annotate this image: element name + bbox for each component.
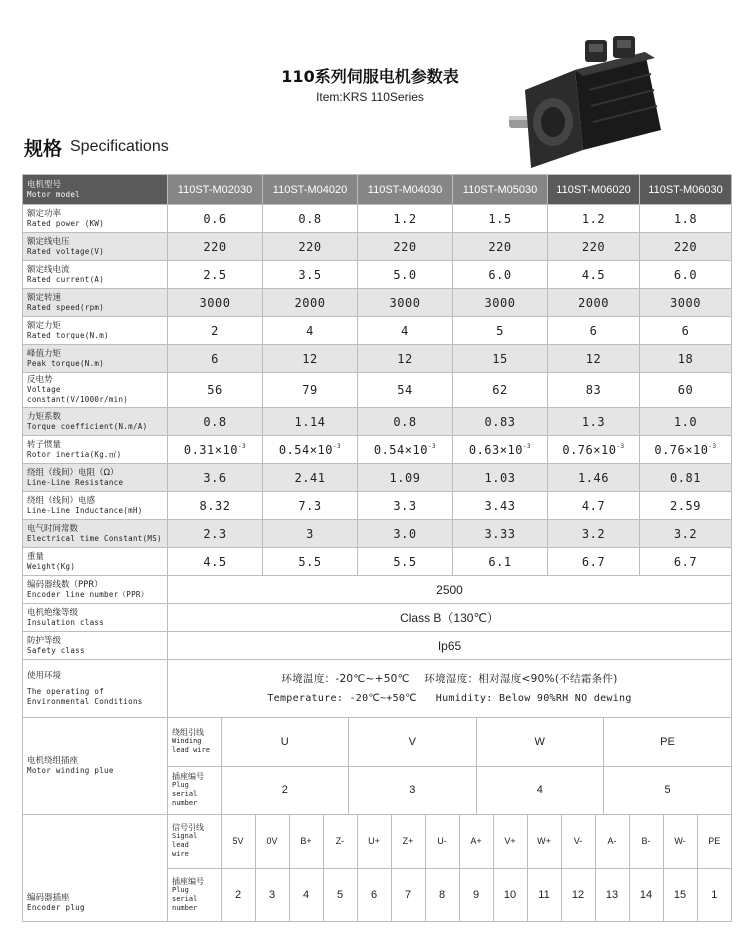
- value-cell: $0.63\times 10^{-3}$: [453, 436, 548, 464]
- value-cell: 1.0: [640, 408, 732, 436]
- spec-row: [23, 289, 732, 317]
- value-cell: 79: [263, 373, 358, 408]
- encoder-signal: U+: [357, 815, 391, 868]
- encoder-plug-no: 12: [561, 868, 595, 921]
- winding-plug-no: 2: [221, 766, 349, 814]
- header-label: 电机型号 Motor model: [23, 175, 168, 205]
- row-label: 绕组（线间）电阻（Ω） Line-Line Resistance: [23, 464, 168, 492]
- encoder-plug-no: 4: [289, 868, 323, 921]
- row-label: 反电势 Voltage constant(V/1000r/min): [23, 373, 168, 408]
- encoder-signal: A-: [595, 815, 629, 868]
- environment-line-en: Temperature: -20℃~+50℃ Humidity: Below 90%RH NO dewing: [267, 692, 632, 704]
- sub-label: 信号引线 Signal lead wire: [168, 815, 221, 868]
- value-cell: 5: [453, 317, 548, 345]
- model-cell: 110ST-M04030: [358, 175, 453, 205]
- insulation-value: Class B（130℃）: [168, 604, 732, 632]
- value-cell: 1.3: [548, 408, 640, 436]
- value-cell: 6: [548, 317, 640, 345]
- value-cell: 4.5: [548, 261, 640, 289]
- encoder-plug-no: 6: [357, 868, 391, 921]
- spec-row: [23, 233, 732, 261]
- value-cell: $0.54\times 10^{-3}$: [358, 436, 453, 464]
- value-cell: 4: [358, 317, 453, 345]
- model-cell: 110ST-M06020: [548, 175, 640, 205]
- value-cell: 1.5: [453, 205, 548, 233]
- value-cell: 0.8: [358, 408, 453, 436]
- value-cell: 62: [453, 373, 548, 408]
- value-cell: 5.5: [263, 548, 358, 576]
- spec-row: [23, 345, 732, 373]
- value-cell: 8.32: [168, 492, 263, 520]
- value-cell: $0.76\times 10^{-3}$: [548, 436, 640, 464]
- row-label: 额定线电压 Rated voltage(V): [23, 233, 168, 261]
- spec-row: [23, 548, 732, 576]
- spec-row: [23, 520, 732, 548]
- row-label: 额定转速 Rated speed(rpm): [23, 289, 168, 317]
- value-cell: 2: [168, 317, 263, 345]
- winding-lead: W: [476, 718, 604, 766]
- value-cell: 6.0: [640, 261, 732, 289]
- encoder-signal: W-: [663, 815, 697, 868]
- value-cell: 3.43: [453, 492, 548, 520]
- value-cell: 18: [640, 345, 732, 373]
- encoder-ppr-row: [23, 576, 732, 604]
- encoder-signal: Z-: [323, 815, 357, 868]
- sub-label: 插座编号 Plug serial number: [168, 868, 221, 921]
- encoder-signal: V-: [561, 815, 595, 868]
- value-cell: 54: [358, 373, 453, 408]
- encoder-subtable: [168, 815, 731, 921]
- value-cell: 220: [358, 233, 453, 261]
- value-cell: 60: [640, 373, 732, 408]
- encoder-signal: V+: [493, 815, 527, 868]
- row-label: 电机绕组插座 Motor winding plue: [23, 718, 168, 815]
- environment-value: [168, 660, 732, 718]
- value-cell: 3000: [453, 289, 548, 317]
- safety-value: Ip65: [168, 632, 732, 660]
- row-label: 额定线电流 Rated current(A): [23, 261, 168, 289]
- value-cell: 1.2: [358, 205, 453, 233]
- value-cell: 6.1: [453, 548, 548, 576]
- winding-subtable: [168, 718, 731, 814]
- value-cell: 2000: [263, 289, 358, 317]
- value-cell: 220: [168, 233, 263, 261]
- encoder-plug-no: 2: [221, 868, 255, 921]
- value-cell: 2.5: [168, 261, 263, 289]
- value-cell: 220: [453, 233, 548, 261]
- value-cell: 4.7: [548, 492, 640, 520]
- spec-row: [23, 408, 732, 436]
- model-cell: 110ST-M05030: [453, 175, 548, 205]
- value-cell: 3.2: [640, 520, 732, 548]
- value-cell: 6.7: [548, 548, 640, 576]
- page-title: 110系列伺服电机参数表: [281, 67, 459, 86]
- value-cell: 6.0: [453, 261, 548, 289]
- value-cell: 5.0: [358, 261, 453, 289]
- row-label: 防护等级 Safety class: [23, 632, 168, 660]
- winding-subtable-cell: [168, 718, 732, 815]
- row-label: 绕组（线间）电感 Line-Line Inductance(mH): [23, 492, 168, 520]
- row-label: 额定力矩 Rated torque(N.m): [23, 317, 168, 345]
- value-cell: 3.0: [358, 520, 453, 548]
- encoder-plug-no: 8: [425, 868, 459, 921]
- value-cell: 56: [168, 373, 263, 408]
- encoder-plug-no: 1: [711, 888, 718, 901]
- value-cell: $0.54\times 10^{-3}$: [263, 436, 358, 464]
- spec-row: [23, 436, 732, 464]
- value-cell: 15: [453, 345, 548, 373]
- row-label: 力矩系数 Torque coefficient(N.m/A): [23, 408, 168, 436]
- value-cell: 3.6: [168, 464, 263, 492]
- environment-row: [23, 660, 732, 718]
- encoder-signal: Z+: [391, 815, 425, 868]
- value-cell: 0.6: [168, 205, 263, 233]
- value-cell: 0.83: [453, 408, 548, 436]
- winding-plug-no: 4: [476, 766, 604, 814]
- value-cell: 3000: [358, 289, 453, 317]
- winding-lead: U: [221, 718, 349, 766]
- spec-row: [23, 317, 732, 345]
- value-cell: 6: [168, 345, 263, 373]
- encoder-signal: B+: [289, 815, 323, 868]
- value-cell: 7.3: [263, 492, 358, 520]
- row-label: 峰值力矩 Peak torque(N.m): [23, 345, 168, 373]
- encoder-plug-no: 11: [527, 868, 561, 921]
- encoder-signal: 5V: [221, 815, 255, 868]
- servo-motor-image: [505, 30, 665, 170]
- value-cell: 12: [263, 345, 358, 373]
- value-cell: 0.81: [640, 464, 732, 492]
- spec-row: [23, 373, 732, 408]
- value-cell: 2.3: [168, 520, 263, 548]
- value-cell: 3.3: [358, 492, 453, 520]
- encoder-plug-no: 13: [595, 868, 629, 921]
- row-label: 转子惯量 Rotor inertia(Kg.㎡): [23, 436, 168, 464]
- encoder-plug-no: 7: [391, 868, 425, 921]
- insulation-row: [23, 604, 732, 632]
- value-cell: 6: [640, 317, 732, 345]
- value-cell: 220: [548, 233, 640, 261]
- value-cell: $0.31\times 10^{-3}$: [168, 436, 263, 464]
- value-cell: 220: [263, 233, 358, 261]
- row-label: 电机绝缘等级 Insulation class: [23, 604, 168, 632]
- encoder-subtable-cell: [168, 815, 732, 922]
- value-cell: 2000: [548, 289, 640, 317]
- encoder-plug-row: [23, 815, 732, 922]
- encoder-signal: A+: [459, 815, 493, 868]
- value-cell: 3000: [168, 289, 263, 317]
- encoder-signal: W+: [527, 815, 561, 868]
- value-cell: 3.33: [453, 520, 548, 548]
- header-row: [23, 175, 732, 205]
- value-cell: 12: [548, 345, 640, 373]
- encoder-plug-no: 14: [629, 868, 663, 921]
- value-cell: 3.2: [548, 520, 640, 548]
- winding-plug-no: 3: [349, 766, 477, 814]
- value-cell: $0.76\times 10^{-3}$: [640, 436, 732, 464]
- value-cell: 2.41: [263, 464, 358, 492]
- winding-plug-no: 5: [664, 784, 671, 797]
- row-label: 重量 Weight(Kg): [23, 548, 168, 576]
- value-cell: 0.8: [263, 205, 358, 233]
- value-cell: 1.46: [548, 464, 640, 492]
- spec-row: [23, 492, 732, 520]
- value-cell: 2.59: [640, 492, 732, 520]
- value-cell: 1.2: [548, 205, 640, 233]
- sub-label: 插座编号 Plug serial number: [168, 766, 221, 814]
- encoder-plug-no: 3: [255, 868, 289, 921]
- value-cell: 3000: [640, 289, 732, 317]
- value-cell: 12: [358, 345, 453, 373]
- row-label: 使用环境 The operating of Environmental Conditions: [23, 660, 168, 718]
- encoder-plug-no: 15: [663, 868, 697, 921]
- value-cell: 4.5: [168, 548, 263, 576]
- value-cell: 5.5: [358, 548, 453, 576]
- page-subtitle: Item:KRS 110Series: [316, 90, 424, 104]
- model-cell: 110ST-M04020: [263, 175, 358, 205]
- encoder-plug-no: 9: [459, 868, 493, 921]
- value-cell: 3.5: [263, 261, 358, 289]
- spec-row: [23, 205, 732, 233]
- value-cell: 1.09: [358, 464, 453, 492]
- winding-lead: PE: [604, 718, 732, 766]
- value-cell: 220: [640, 233, 732, 261]
- spec-row: [23, 464, 732, 492]
- value-cell: 83: [548, 373, 640, 408]
- winding-plug-row: [23, 718, 732, 815]
- value-cell: 1.03: [453, 464, 548, 492]
- model-cell: 110ST-M06030: [640, 175, 732, 205]
- spec-row: [23, 261, 732, 289]
- value-cell: 6.7: [640, 548, 732, 576]
- encoder-signal: 0V: [255, 815, 289, 868]
- encoder-signal: PE: [697, 815, 731, 868]
- row-label: 编码器插座 Encoder plug: [23, 815, 168, 922]
- row-label: 编码器线数（PPR） Encoder line number（PPR）: [23, 576, 168, 604]
- sub-label: 绕组引线 Winding lead wire: [168, 718, 221, 766]
- value-cell: 1.8: [640, 205, 732, 233]
- row-label: 电气时间常数 Electrical time Constant(MS): [23, 520, 168, 548]
- encoder-plug-no: 5: [323, 868, 357, 921]
- encoder-signal: B-: [629, 815, 663, 868]
- winding-lead: V: [349, 718, 477, 766]
- value-cell: 0.8: [168, 408, 263, 436]
- value-cell: 3: [263, 520, 358, 548]
- section-title-zh: 规格: [24, 138, 63, 160]
- encoder-signal: U-: [425, 815, 459, 868]
- value-cell: 1.14: [263, 408, 358, 436]
- encoder-ppr-value: 2500: [168, 576, 732, 604]
- value-cell: 4: [263, 317, 358, 345]
- section-title-en: Specifications: [70, 138, 169, 155]
- environment-line-zh: 环境温度：-20℃~+50℃ 环境湿度：相对湿度<90%(不结霜条件): [281, 672, 618, 685]
- encoder-plug-no: 10: [493, 868, 527, 921]
- row-label: 额定功率 Rated power (KW): [23, 205, 168, 233]
- safety-row: [23, 632, 732, 660]
- model-cell: 110ST-M02030: [168, 175, 263, 205]
- spec-table: [22, 174, 732, 922]
